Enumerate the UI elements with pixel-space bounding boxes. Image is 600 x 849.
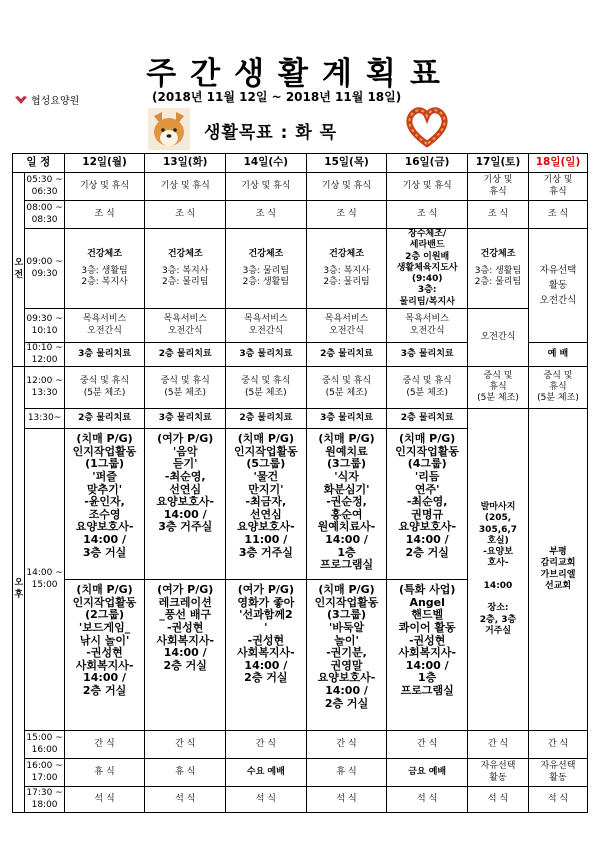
lunch-text: 중식 및 휴식 (5분 체조) <box>537 370 579 404</box>
schedule-cell: 석 식 <box>64 787 145 813</box>
schedule-cell: 조 식 <box>64 201 145 229</box>
schedule-cell: 간 식 <box>226 731 307 759</box>
activity-block: (치매 P/G) 인지작업활동 (4그룹) '리듬 연주' -최순영, 권명규 요양보호사- 14:00 / 2층 거실 <box>387 429 467 580</box>
schedule-cell <box>306 229 387 309</box>
schedule-cell: 조 식 <box>145 201 226 229</box>
schedule-cell: 기상 및 휴식 <box>145 173 226 201</box>
schedule-cell: 기상 및 휴식 <box>387 173 468 201</box>
header-day-sat: 17일(토) <box>468 154 529 173</box>
header-day-wed: 14일(수) <box>226 154 307 173</box>
table-row <box>13 787 588 813</box>
schedule-cell: 3층 물리치료 <box>226 343 307 367</box>
schedule-cell <box>468 367 529 409</box>
schedule-cell: 석 식 <box>226 787 307 813</box>
time-cell: 13:30~ <box>25 409 64 429</box>
activity-title: 건강체조 <box>87 248 122 259</box>
schedule-cell: 간 식 <box>529 731 588 759</box>
time-cell: 08:00 ~ 08:30 <box>25 201 64 229</box>
life-goal: 생활목표 : 화 목 <box>204 123 338 143</box>
lunch-text: 중식 및 휴식 (5분 체조) <box>321 376 372 398</box>
period-pm: 오 후 <box>13 367 25 813</box>
schedule-cell: 석 식 <box>468 787 529 813</box>
schedule-cell: 자유선택 활동 <box>468 759 529 787</box>
schedule-cell: 석 식 <box>387 787 468 813</box>
table-row <box>13 759 588 787</box>
lunch-text: 중식 및 휴식 (5분 체조) <box>79 376 130 398</box>
header-day-tue: 13일(화) <box>145 154 226 173</box>
activity-block: (치매 P/G) 인지작업활동 (5그룹) '물건 만지기' -최금자, 선연심 요양보호사- 11:00 / 3층 거주실 <box>226 429 306 580</box>
organization-name: 협성요양원 <box>31 96 80 107</box>
dog-face-icon <box>148 108 190 150</box>
time-cell: 12:00 ~ 13:30 <box>25 367 64 409</box>
header-day-thu: 15일(목) <box>306 154 387 173</box>
schedule-cell: 2층 물리치료 <box>64 409 145 429</box>
page-title: 주간생활계획표 <box>146 56 454 92</box>
table-row <box>13 173 588 201</box>
schedule-cell: 목욕서비스 오전간식 <box>306 309 387 343</box>
schedule-cell <box>468 229 529 309</box>
activity-block: (여가 P/G) 영화가 좋아 '선과함께2 ' -권성현 사회복지사- 14:00 / 2층 거실 <box>237 583 295 685</box>
schedule-cell: 2층 물리치료 <box>387 409 468 429</box>
schedule-cell <box>226 429 307 731</box>
header-day-label: 일 정 <box>13 154 65 173</box>
time-cell: 09:00 ~ 09:30 <box>25 229 64 309</box>
schedule-cell: 조 식 <box>306 201 387 229</box>
schedule-cell: 석 식 <box>306 787 387 813</box>
schedule-cell-sun-morning: 자유선택 활동 오전간식 <box>529 229 588 343</box>
schedule-cell: 기상 및 휴식 <box>468 173 529 201</box>
schedule-cell: 2층 물리치료 <box>306 343 387 367</box>
activity-block: (치매 P/G) 인지작업활동 (2그룹) '보드게임_ 낚시 놀이' -권성현 사회복지사- 14:00 / 2층 거실 <box>72 583 137 698</box>
activity-title: 건강체조 <box>248 248 284 259</box>
time-cell: 17:30 ~ 18:00 <box>25 787 64 813</box>
schedule-cell-sat-snack: 오전간식 <box>468 309 529 367</box>
activity-block: (치매 P/G) 인지작업활동 (3그룹) '바둑알 놀이' -권기분, 권영말 요양보호사- 14:00 / 2층 거실 <box>314 583 379 710</box>
schedule-cell: 목욕서비스 오전간식 <box>145 309 226 343</box>
header-day-mon: 12일(월) <box>64 154 145 173</box>
activity-block: (여가 P/G) '음악 듣기' -최순영, 선연심 요양보호사- 14:00 / 3층 거주실 <box>145 429 225 580</box>
schedule-cell <box>64 229 145 309</box>
schedule-cell: 간 식 <box>145 731 226 759</box>
schedule-cell <box>387 429 468 731</box>
lunch-text: 중식 및 휴식 (5분 체조) <box>402 376 452 398</box>
activity-title: 장수체조/ 세라밴드 <box>408 229 447 251</box>
time-cell: 10:10 ~ 12:00 <box>26 343 63 365</box>
schedule-cell: 간 식 <box>306 731 387 759</box>
schedule-cell: 간 식 <box>64 731 145 759</box>
activity-staff: 3층: 생활팀 2층: 복지사 <box>81 265 128 288</box>
schedule-cell: 조 식 <box>226 201 307 229</box>
schedule-cell: 3층 물리치료 <box>145 409 226 429</box>
activity-title: 건강체조 <box>480 248 516 259</box>
schedule-cell: 간 식 <box>387 731 468 759</box>
time-cell: 09:30 ~ 10:10 <box>25 309 64 343</box>
schedule-cell <box>306 367 387 409</box>
schedule-cell: 조 식 <box>529 201 588 229</box>
time-cell: 14:00 ~ 15:00 <box>25 429 64 731</box>
schedule-cell <box>145 229 226 309</box>
lunch-text: 중식 및 휴식 (5분 체조) <box>160 376 210 398</box>
schedule-cell: 조 식 <box>387 201 468 229</box>
schedule-cell: 금요 예배 <box>387 759 468 787</box>
schedule-cell: 석 식 <box>529 787 588 813</box>
schedule-cell: 2층 물리치료 <box>145 343 226 367</box>
schedule-cell: 수요 예배 <box>226 759 307 787</box>
schedule-cell: 목욕서비스 오전간식 <box>387 309 468 343</box>
schedule-cell: 기상 및 휴식 <box>529 173 588 201</box>
schedule-cell: 3층 물리치료 <box>387 343 468 367</box>
time-cell: 05:30 ~ 06:30 <box>25 173 64 201</box>
schedule-cell: 간 식 <box>468 731 529 759</box>
schedule-cell <box>226 367 307 409</box>
time-cell: 16:00 ~ 17:00 <box>25 759 64 787</box>
schedule-cell: 자유선택 활동 <box>529 759 588 787</box>
activity-title: 건강체조 <box>329 248 364 259</box>
schedule-cell-sun-activity: 부평 감리교회 가브리엘 선교회 <box>529 409 588 731</box>
schedule-cell <box>529 367 588 409</box>
table-row <box>13 309 588 343</box>
schedule-cell <box>145 367 226 409</box>
schedule-cell <box>387 229 468 309</box>
schedule-cell <box>64 367 145 409</box>
schedule-cell: 목욕서비스 오전간식 <box>64 309 145 343</box>
organization <box>14 92 79 107</box>
schedule-cell: 휴 식 <box>64 759 145 787</box>
lunch-text: 중식 및 휴식 (5분 체조) <box>241 376 291 398</box>
schedule-cell: 목욕서비스 오전간식 <box>226 309 307 343</box>
schedule-cell-sat-activity: 발마사지 (205, 305,6,7 호실) -요양보 호사- 14:00 장소: 2층, 3층 거주실 <box>468 409 529 731</box>
activity-staff: 3층: 생활팀 2층: 물리팀 <box>474 265 522 288</box>
schedule-cell: 2층 물리치료 <box>226 409 307 429</box>
schedule-cell: 조 식 <box>468 201 529 229</box>
schedule-cell: 기상 및 휴식 <box>64 173 145 201</box>
activity-block: (치매 P/G) 인지작업활동 (1그룹) '퍼즐 맞추기' -윤인자, 조수영 요양보호사- 14:00 / 3층 거실 <box>65 429 145 580</box>
org-logo-icon <box>14 95 28 105</box>
schedule-cell <box>306 429 387 731</box>
schedule-cell <box>387 367 468 409</box>
date-range: (2018년 11월 12일 ~ 2018년 11월 18일) <box>152 90 402 104</box>
schedule-cell: 석 식 <box>145 787 226 813</box>
schedule-cell <box>64 429 145 731</box>
heart-wreath-icon <box>404 104 450 150</box>
schedule-cell: 3층 물리치료 <box>306 409 387 429</box>
activity-block: (특화 사업) Angel 핸드벨 콰이어 활동 -권성현 사회복지사- 14:00 / 1층 프로그램실 <box>398 583 457 698</box>
schedule-cell: 예 배 <box>529 343 588 367</box>
activity-staff: 2층 이원배 생활체육지도사 (9:40) 3층: 물리팀/복지사 <box>396 251 458 307</box>
lunch-text: 중식 및 휴식 (5분 체조) <box>477 370 519 404</box>
activity-staff: 3층: 복지사 2층: 물리팀 <box>162 265 209 288</box>
activity-block: (치매 P/G) 원예치료 (3그룹) '식자 화분심기' -권순정, 홍순여 원예치료사- 14:00 / 1층 프로그램실 <box>307 429 387 580</box>
activity-title: 건강체조 <box>167 248 203 259</box>
table-row <box>13 731 588 759</box>
schedule-cell: 3층 물리치료 <box>64 343 145 367</box>
schedule-cell: 휴 식 <box>145 759 226 787</box>
goal-row <box>148 108 448 148</box>
weekly-schedule-table <box>12 153 588 813</box>
header-day-fri: 16일(금) <box>387 154 468 173</box>
table-row <box>13 367 588 409</box>
time-cell: 15:00 ~ 16:00 <box>25 731 64 759</box>
header-day-sun: 18일(일) <box>529 154 588 173</box>
schedule-cell: 기상 및 휴식 <box>306 173 387 201</box>
table-row <box>13 201 588 229</box>
period-am: 오 전 <box>13 173 25 367</box>
schedule-cell: 기상 및 휴식 <box>226 173 307 201</box>
activity-staff: 3층: 물리팀 2층: 생활팀 <box>242 265 290 288</box>
schedule-cell <box>145 429 226 731</box>
activity-staff: 3층: 복지사 2층: 물리팀 <box>323 265 370 288</box>
table-row <box>13 229 588 309</box>
schedule-cell: 휴 식 <box>306 759 387 787</box>
header-row <box>13 154 588 173</box>
table-row <box>13 409 588 429</box>
schedule-cell <box>226 229 307 309</box>
activity-block: (여가 P/G) 레크레이션 _풍선 배구 -권성현 사회복지사- 14:00 / 2층 거실 <box>156 583 215 672</box>
